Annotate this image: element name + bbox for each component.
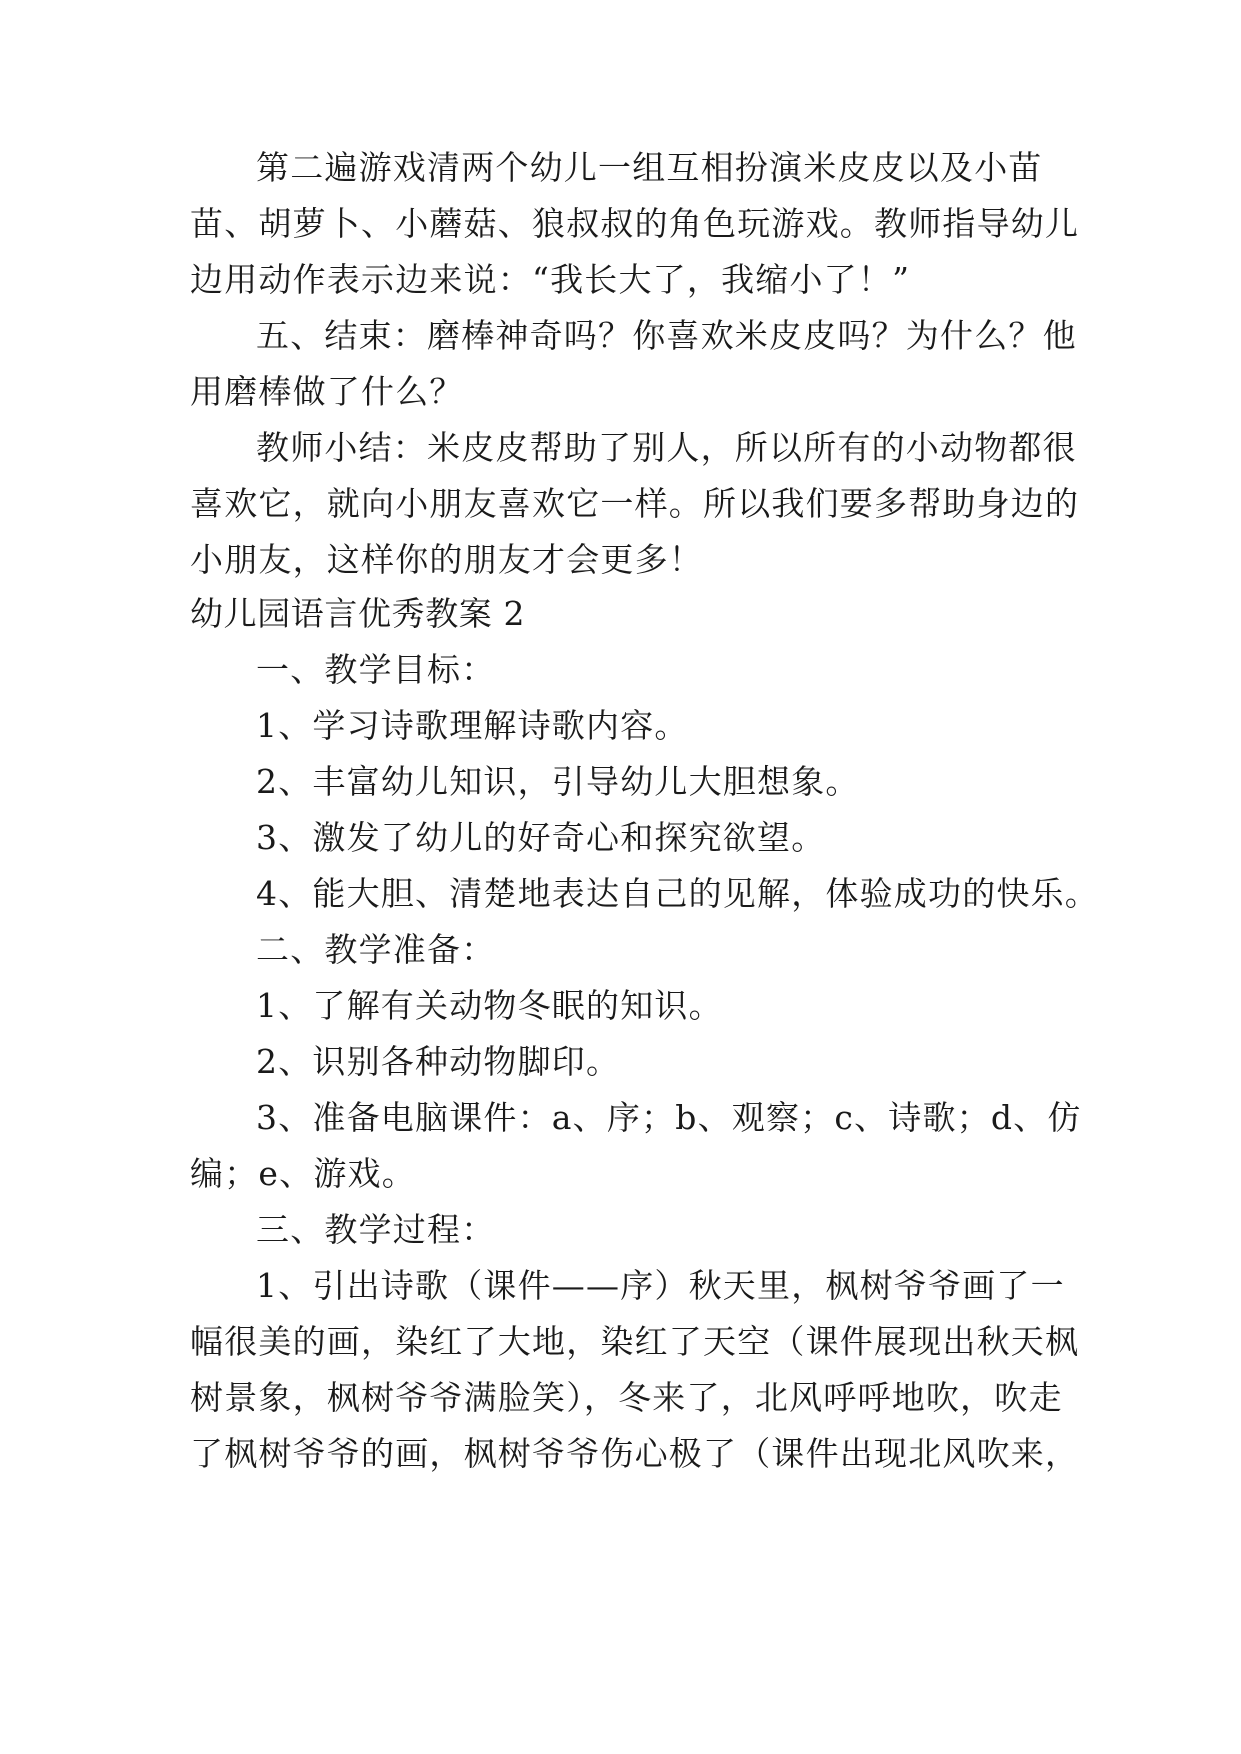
paragraph-line: 一、教学目标：	[256, 650, 496, 689]
paragraph-line: 编；e、游戏。	[190, 1154, 416, 1193]
paragraph-line: 二、教学准备：	[256, 930, 496, 969]
paragraph-line: 1、学习诗歌理解诗歌内容。	[256, 706, 689, 745]
paragraph-line: 喜欢它，就向小朋友喜欢它一样。所以我们要多帮助身边的	[190, 484, 1080, 523]
paragraph-line: 幅很美的画，染红了大地，染红了天空（课件展现出秋天枫	[190, 1322, 1080, 1361]
paragraph-line: 第二遍游戏清两个幼儿一组互相扮演米皮皮以及小苗	[256, 148, 1043, 187]
paragraph-line: 边用动作表示边来说：“我长大了，我缩小了！”	[190, 260, 911, 299]
paragraph-line: 4、能大胆、清楚地表达自己的见解，体验成功的快乐。	[256, 874, 1099, 913]
paragraph-line: 3、准备电脑课件：a、序；b、观察；c、诗歌；d、仿	[256, 1098, 1082, 1137]
section-title: 幼儿园语言优秀教案 2	[190, 594, 526, 633]
paragraph-line: 用磨棒做了什么？	[190, 372, 464, 411]
paragraph-line: 苗、胡萝卜、小蘑菇、狼叔叔的角色玩游戏。教师指导幼儿	[190, 204, 1080, 243]
paragraph-line: 1、引出诗歌（课件——序）秋天里，枫树爷爷画了一	[256, 1266, 1065, 1305]
paragraph-line: 了枫树爷爷的画，枫树爷爷伤心极了（课件出现北风吹来，	[190, 1434, 1080, 1473]
paragraph-line: 2、识别各种动物脚印。	[256, 1042, 621, 1081]
paragraph-line: 教师小结：米皮皮帮助了别人，所以所有的小动物都很	[256, 428, 1077, 467]
paragraph-line: 树景象，枫树爷爷满脸笑），冬来了，北风呼呼地吹，吹走	[190, 1378, 1063, 1417]
paragraph-line: 3、激发了幼儿的好奇心和探究欲望。	[256, 818, 826, 857]
paragraph-line: 2、丰富幼儿知识，引导幼儿大胆想象。	[256, 762, 860, 801]
paragraph-line: 小朋友，这样你的朋友才会更多！	[190, 540, 703, 579]
paragraph-line: 1、了解有关动物冬眠的知识。	[256, 986, 723, 1025]
paragraph-line: 三、教学过程：	[256, 1210, 496, 1249]
paragraph-line: 五、结束：磨棒神奇吗？你喜欢米皮皮吗？为什么？他	[256, 316, 1077, 355]
